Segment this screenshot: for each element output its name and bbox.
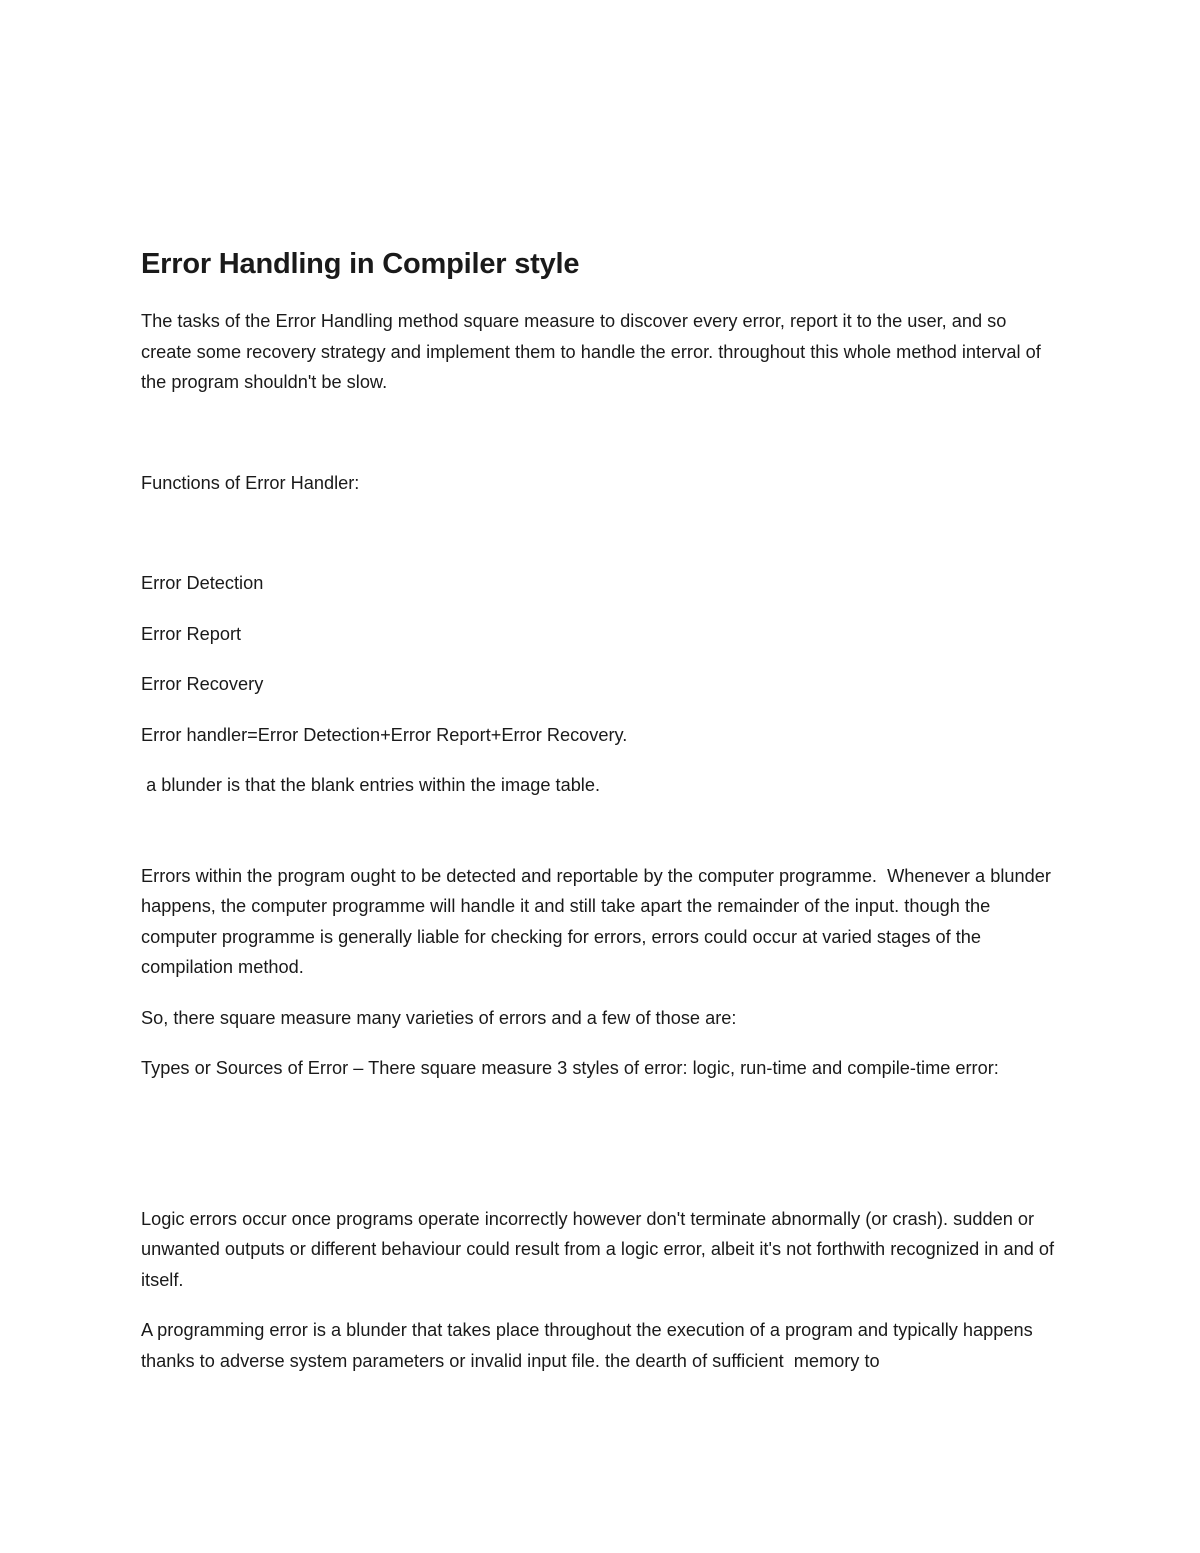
list-item-report: Error Report [141, 623, 242, 644]
spacer [141, 599, 1061, 619]
spacer [141, 1295, 1061, 1315]
so-there-paragraph: So, there square measure many varieties of errors and a few of those are: [141, 1007, 737, 1028]
types-paragraph: Types or Sources of Error – There square measure 3 styles of error: logic, run-time and compile-time error: [141, 1058, 999, 1078]
spacer [141, 1033, 1061, 1053]
spacer [141, 1084, 1061, 1204]
spacer [141, 700, 1061, 720]
document-title: Error Handling in Compiler style [141, 248, 580, 280]
list-item-detection: Error Detection [141, 573, 264, 593]
intro-paragraph: The tasks of the Error Handling method square measure to discover every error, report it to the user, and so create some recovery strategy and implement them to handle the error. throughout this whole method interval of the program shouldn't be slow. [141, 311, 1041, 392]
spacer [141, 750, 1061, 770]
document-content [141, 244, 1061, 1376]
spacer [141, 649, 1061, 669]
logic-paragraph: Logic errors occur once programs operate incorrectly however don't terminate abnormally (or crash). sudden or unwanted outputs or different behaviour could result from a logic error, albeit it's not forthwith recognized in and of itself. [141, 1208, 1055, 1290]
spacer [141, 801, 1061, 861]
functions-heading: Functions of Error Handler: [141, 472, 360, 493]
blunder-paragraph: a blunder is that the blank entries within the image table. [141, 775, 601, 795]
formula-paragraph: Error handler=Error Detection+Error Report+Error Recovery. [141, 724, 628, 745]
programming-error-paragraph: A programming error is a blunder that takes place throughout the execution of a program and typically happens thanks to adverse system parameters or invalid input file. the dearth of sufficient memory to [141, 1320, 1038, 1371]
spacer [141, 398, 1061, 468]
errors-within-paragraph: Errors within the program ought to be detected and reportable by the computer programme. Whenever a blunder happens, the computer programme will handle it and still take apart the remainder of the input. though the computer programme is generally liable for checking for errors, errors could occur at varied stages of the compilation method. [141, 865, 1056, 977]
spacer [141, 498, 1061, 568]
list-item-recovery: Error Recovery [141, 674, 264, 694]
spacer [141, 983, 1061, 1003]
